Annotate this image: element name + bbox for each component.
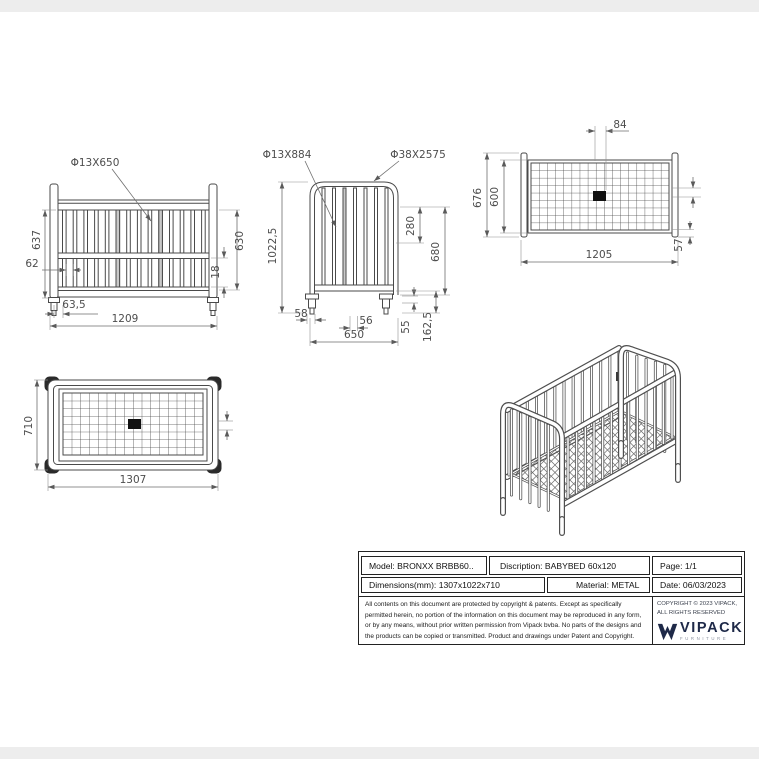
shaded-slat (159, 210, 163, 288)
top-view (23, 377, 233, 492)
dim-front-rail: 18 (210, 265, 222, 279)
dim-front-h-inner: 637 (31, 229, 43, 251)
leader-line (374, 161, 399, 181)
shaded-slat (116, 210, 120, 288)
title-block-date: Date: 06/03/2023 (652, 577, 742, 593)
dim-top-depth: 710 (23, 415, 35, 437)
copyright-block (653, 596, 744, 645)
dim-front-slat-dia: Φ13X650 (70, 157, 120, 169)
brand-subtitle: FURNITURE (680, 636, 729, 642)
dim-end-upper: 280 (405, 215, 417, 237)
mattress-base-plate (593, 191, 606, 201)
dim-end-slat-dia: Φ13X884 (262, 149, 312, 161)
scan-edge-bottom (0, 747, 759, 759)
vipack-logo (657, 621, 744, 643)
dim-end-height: 1022,5 (267, 227, 279, 265)
copyright-line2: ALL RIGHTS RESERVED (657, 609, 726, 616)
title-block-page: Page: 1/1 (652, 556, 742, 575)
dim-base-offset: 84 (613, 119, 627, 131)
title-block-description: Discription: BABYBED 60x120 (489, 556, 650, 575)
title-block-model: Model: BRONXX BRBB60.. (361, 556, 487, 575)
dim-base-h-outer: 676 (472, 187, 484, 209)
base-view (472, 119, 701, 266)
legal-notice: All contents on this document are protected by copyright & patents. Except as specifically permitted herein, no portion of the information on this document may be reproduced in any form, or by any means, without prior written permission from Vipack bvba. No parts of the designs and the products can be copied or transmitted. Product and drawings under Patent and Copyright. (359, 596, 653, 645)
mattress-base-plate (128, 419, 141, 429)
dim-base-57: 57 (673, 238, 685, 252)
dim-end-lower: 680 (430, 241, 442, 263)
dim-front-offset: 63,5 (62, 299, 86, 311)
title-block (358, 551, 745, 645)
front-view (25, 157, 246, 330)
dim-front-width: 1209 (111, 313, 139, 325)
isometric-view (503, 348, 678, 533)
dim-end-56: 56 (359, 315, 373, 327)
dim-end-leg: 162,5 (422, 311, 434, 343)
copyright-line1: COPYRIGHT © 2023 VIPACK, (657, 601, 738, 607)
dim-end-width: 650 (343, 329, 365, 341)
dim-end-foot: 55 (400, 320, 412, 334)
vipack-logo-mark-icon (657, 622, 678, 642)
title-block-material: Material: METAL (547, 577, 650, 593)
dim-front-gap: 62 (25, 258, 39, 270)
dim-end-58: 58 (294, 308, 308, 320)
dim-base-h-inner: 600 (489, 186, 501, 208)
dim-top-width: 1307 (119, 474, 147, 486)
dim-base-width: 1205 (585, 249, 613, 261)
brand-name: VIPACK (680, 619, 744, 636)
dim-front-h-outer: 630 (234, 230, 246, 252)
dim-end-frame-dia: Φ38X2575 (390, 149, 446, 161)
scan-edge-top (0, 0, 759, 12)
shaded-slat (343, 188, 346, 287)
end-view (263, 149, 450, 346)
title-block-dimensions: Dimensions(mm): 1307x1022x710 (361, 577, 545, 593)
